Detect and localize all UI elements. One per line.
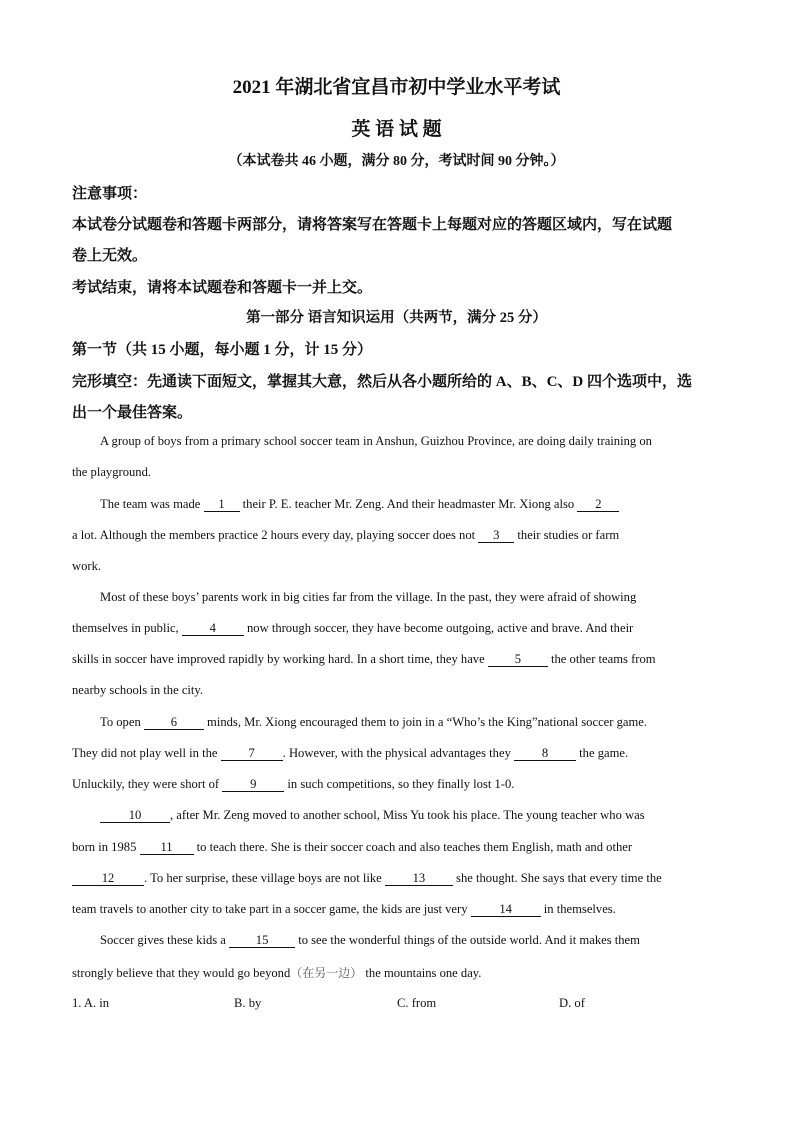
passage-line (100, 590, 636, 605)
q1-option-b: B. by (234, 996, 262, 1010)
blank-8: 8 (514, 747, 576, 761)
passage-line (72, 964, 481, 981)
passage-line (72, 746, 628, 761)
passage-text: to see the wonderful things of the outside world. And it makes them (295, 933, 640, 947)
passage-text: Most of these boys’ parents work in big cities far from the village. In the past, they were afraid of showing (100, 590, 637, 604)
blank-11: 11 (140, 841, 194, 855)
blank-13: 13 (385, 872, 453, 886)
passage-text: the mountains one day. (362, 966, 482, 980)
passage-line (72, 840, 632, 855)
notes-line-3: 考试结束，请将本试题卷和答题卡一并上交。 (72, 280, 373, 296)
passage-text: the other teams from (547, 652, 656, 666)
passage-line (72, 621, 633, 636)
notes-line-1: 本试卷分试题卷和答题卡两部分，请将答案写在答题卡上每题对应的答题区域内，写在试题 (72, 217, 673, 233)
cloze-instruction-line-1: 完形填空：先通读下面短文，掌握其大意，然后从各小题所给的 A、B、C、D 四个选项中，选 (72, 374, 693, 390)
passage-text: now through soccer, they have become outgoing, active and brave. And their (243, 621, 634, 635)
passage-text: work. (72, 559, 102, 573)
exam-info: （本试卷共 46 小题，满分 80 分，考试时间 90 分钟。） (228, 154, 565, 169)
blank-10: 10 (100, 809, 170, 823)
exam-subtitle: 英 语 试 题 (351, 119, 442, 140)
notes-heading: 注意事项： (72, 186, 148, 202)
passage-text: Soccer gives these kids a (100, 933, 230, 947)
passage-text: Unluckily, they were short of (72, 777, 223, 791)
gloss-note: （在另一边） (290, 966, 363, 980)
passage-line (72, 871, 662, 886)
q1-option-c: C. from (397, 996, 437, 1010)
passage-line (72, 683, 203, 698)
passage-text: skills in soccer have improved rapidly by working hard. In a short time, they have (72, 652, 488, 666)
passage-text: themselves in public, (72, 621, 182, 635)
part1-heading: 第一部分 语言知识运用（共两节，满分 25 分） (246, 310, 547, 326)
passage-line (100, 933, 640, 948)
passage-line (72, 465, 151, 480)
cloze-instruction-line-2: 出一个最佳答案。 (72, 405, 193, 421)
passage-text: strongly believe that they would go beyond (72, 966, 291, 980)
passage-text: their studies or farm (514, 528, 620, 542)
passage-line (100, 434, 652, 449)
q1-option-d: D. of (559, 996, 585, 1010)
passage-line (100, 808, 645, 823)
passage-line (100, 715, 647, 730)
passage-line (72, 777, 514, 792)
blank-1: 1 (204, 498, 240, 512)
passage-text: the game. (576, 746, 629, 760)
passage-line (72, 528, 619, 543)
passage-text: minds, Mr. Xiong encouraged them to join in a “Who’s the King”national soccer game. (203, 715, 648, 729)
passage-text: team travels to another city to take part in a soccer game, the kids are just very (72, 902, 471, 916)
passage-text: a lot. Although the members practice 2 hours every day, playing soccer does not (72, 528, 479, 542)
passage-text: A group of boys from a primary school soccer team in Anshun, Guizhou Province, are doing daily training on (100, 434, 652, 448)
blank-6: 6 (144, 716, 204, 730)
passage-line (72, 559, 101, 574)
passage-text: in themselves. (540, 902, 616, 916)
exam-title: 2021 年湖北省宜昌市初中学业水平考试 (232, 77, 561, 98)
passage-text: . However, with the physical advantages they (282, 746, 515, 760)
passage-text: , after Mr. Zeng moved to another school, Miss Yu took his place. The young teacher who was (170, 808, 645, 822)
passage-line (100, 497, 619, 512)
passage-text: to teach there. She is their soccer coach and also teaches them English, math and other (193, 840, 633, 854)
passage-text: their P. E. teacher Mr. Zeng. And their headmaster Mr. Xiong also (239, 497, 578, 511)
passage-text: in such competitions, so they finally lost 1-0. (284, 777, 515, 791)
passage-text: . To her surprise, these village boys are not like (144, 871, 385, 885)
q1-option-a: 1. A. in (72, 996, 110, 1010)
passage-line (72, 902, 616, 917)
passage-text: born in 1985 (72, 840, 140, 854)
blank-5: 5 (488, 653, 548, 667)
passage-text: To open (100, 715, 144, 729)
blank-15: 15 (229, 934, 295, 948)
passage-text: The team was made (100, 497, 204, 511)
notes-line-2: 卷上无效。 (72, 248, 148, 264)
blank-2: 2 (577, 498, 619, 512)
passage-text: she thought. She says that every time the (452, 871, 662, 885)
blank-9: 9 (222, 778, 284, 792)
blank-4: 4 (182, 622, 244, 636)
passage-text: They did not play well in the (72, 746, 221, 760)
section1-heading: 第一节（共 15 小题，每小题 1 分，计 15 分） (72, 342, 373, 358)
blank-7: 7 (221, 747, 283, 761)
passage-line (72, 652, 656, 667)
passage-text: nearby schools in the city. (72, 683, 204, 697)
passage-text: the playground. (72, 465, 152, 479)
blank-12: 12 (72, 872, 144, 886)
blank-14: 14 (471, 903, 541, 917)
blank-3: 3 (478, 529, 514, 543)
